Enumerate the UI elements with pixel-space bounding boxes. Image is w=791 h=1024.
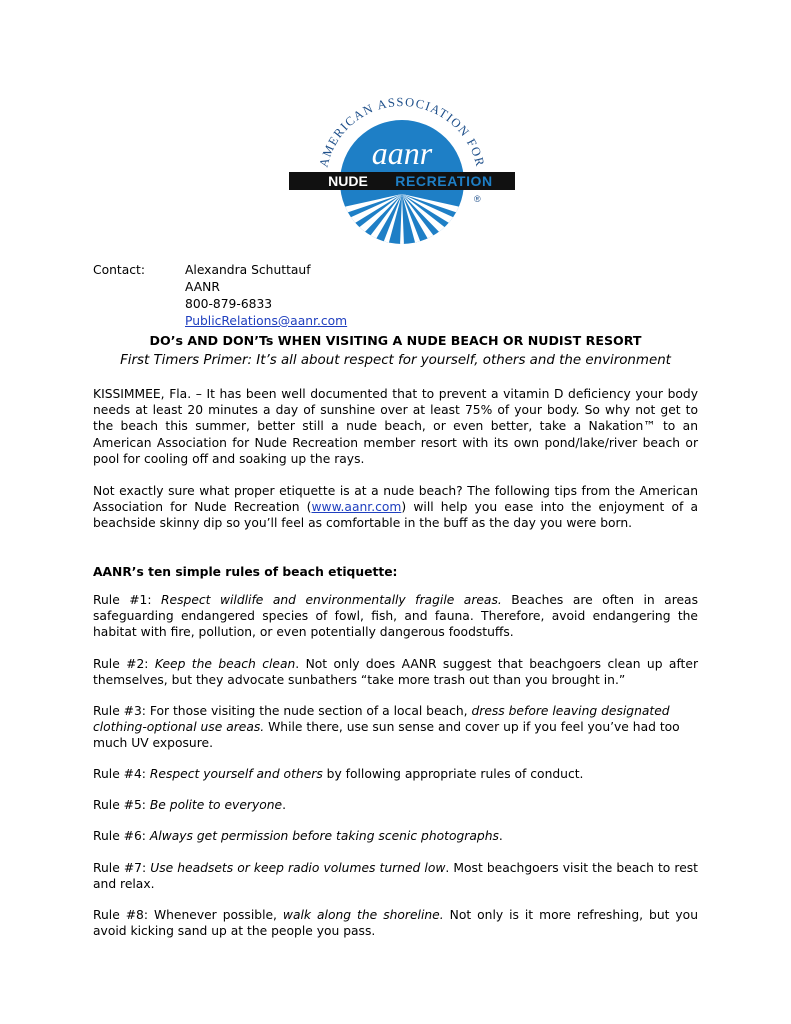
logo-arc-text: AMERICAN ASSOCIATION FOR — [316, 94, 488, 169]
rule-2 — [93, 656, 698, 688]
rules-section-title: AANR’s ten simple rules of beach etiquette: — [93, 565, 398, 579]
etiquette-text-before: Not exactly sure what proper etiquette is at a nude beach? The following tips from the American Association for Nude Recreation ( — [93, 484, 698, 515]
rule-1-prefix: Rule #1: — [93, 593, 161, 607]
rule-3-text: While there, use sun sense and cover up if you feel you’ve had too much UV exposure. — [93, 720, 680, 751]
page-title: DO’s AND DON’Ts WHEN VISITING A NUDE BEACH OR NUDIST RESORT — [149, 333, 642, 348]
rule-1-text: Beaches are often in areas safeguarding endangered species of fowl, fish, and fauna. Therefore, avoid endangering the habitat with fire, pollution, or even potentially dangerous foodstuffs. — [93, 593, 698, 640]
rule-8-text: Not only is it more refreshing, but you avoid kicking sand up at the people you pass. — [93, 908, 698, 939]
contact-name: Alexandra Schuttauf — [185, 263, 311, 277]
rule-8 — [93, 907, 698, 939]
aanr-website-link[interactable]: www.aanr.com — [311, 500, 402, 515]
rule-4-prefix: Rule #4: — [93, 767, 150, 781]
rule-7-emphasis: Use headsets or keep radio volumes turned low — [150, 861, 446, 875]
rule-5-prefix: Rule #5: — [93, 798, 150, 812]
rule-8-emphasis: walk along the shoreline. — [282, 908, 444, 922]
intro-paragraph: KISSIMMEE, Fla. – It has been well documented that to prevent a vitamin D deficiency your body needs at least 20 minutes a day of sunshine over at least 75% of your body. So why not get to the beach this summer, better still a nude beach, or even better, take a Nakation™ to an American Association for Nude Recreation member resort with its own pond/lake/river beach or pool for cooling off and soaking up the rays. — [93, 387, 698, 466]
rule-2-emphasis: Keep the beach clean — [154, 657, 296, 671]
rule-4-text: by following appropriate rules of conduct. — [322, 767, 584, 781]
registered-mark: ® — [474, 194, 481, 204]
contact-label: Contact: — [93, 263, 145, 277]
rule-6 — [93, 828, 698, 844]
page-subtitle: First Timers Primer: It’s all about respect for yourself, others and the environment — [120, 353, 671, 368]
contact-org: AANR — [185, 280, 220, 294]
rule-5 — [93, 797, 698, 813]
rule-7-prefix: Rule #7: — [93, 861, 151, 875]
etiquette-text-after: ) will help you ease into the enjoyment of a beachside skinny dip so you’ll feel as comfortable in the buff as the day you were born. — [93, 500, 698, 531]
rule-2-prefix: Rule #2: — [93, 657, 155, 671]
rule-3-emphasis: dress before leaving designated clothing-optional use areas. — [93, 704, 670, 735]
logo-banner — [289, 172, 515, 190]
rule-1 — [93, 592, 698, 641]
logo-banner-recreation: RECREATION — [395, 173, 493, 189]
rule-5-text: . — [282, 798, 287, 812]
rule-4 — [93, 766, 698, 782]
etiquette-paragraph — [93, 483, 698, 532]
rule-8-prefix: Rule #8: Whenever possible, — [93, 908, 283, 922]
rule-4-emphasis: Respect yourself and others — [149, 767, 323, 781]
rule-1-emphasis: Respect wildlife and environmentally fragile areas. — [161, 593, 502, 607]
rule-7 — [93, 860, 698, 892]
rule-2-text: . Not only does AANR suggest that beachgoers clean up after themselves, but they advocate sunbathers “take more trash out than you brought in.” — [93, 657, 699, 688]
logo-brand-text: aanr — [371, 135, 433, 171]
rule-5-emphasis: Be polite to everyone — [149, 798, 283, 812]
contact-phone: 800-879-6833 — [185, 297, 273, 311]
aanr-logo-graphic — [286, 86, 518, 246]
rule-6-text: . — [498, 829, 503, 843]
rule-6-emphasis: Always get permission before taking scenic photographs — [149, 829, 499, 843]
contact-email-link[interactable]: PublicRelations@aanr.com — [185, 314, 348, 328]
logo-banner-nude: NUDE — [328, 173, 368, 189]
rule-7-text: . Most beachgoers visit the beach to rest and relax. — [93, 861, 698, 892]
rule-6-prefix: Rule #6: — [93, 829, 150, 843]
rule-3-prefix: Rule #3: For those visiting the nude section of a local beach, — [93, 704, 472, 718]
rule-3 — [93, 703, 698, 752]
aanr-logo — [286, 86, 518, 246]
